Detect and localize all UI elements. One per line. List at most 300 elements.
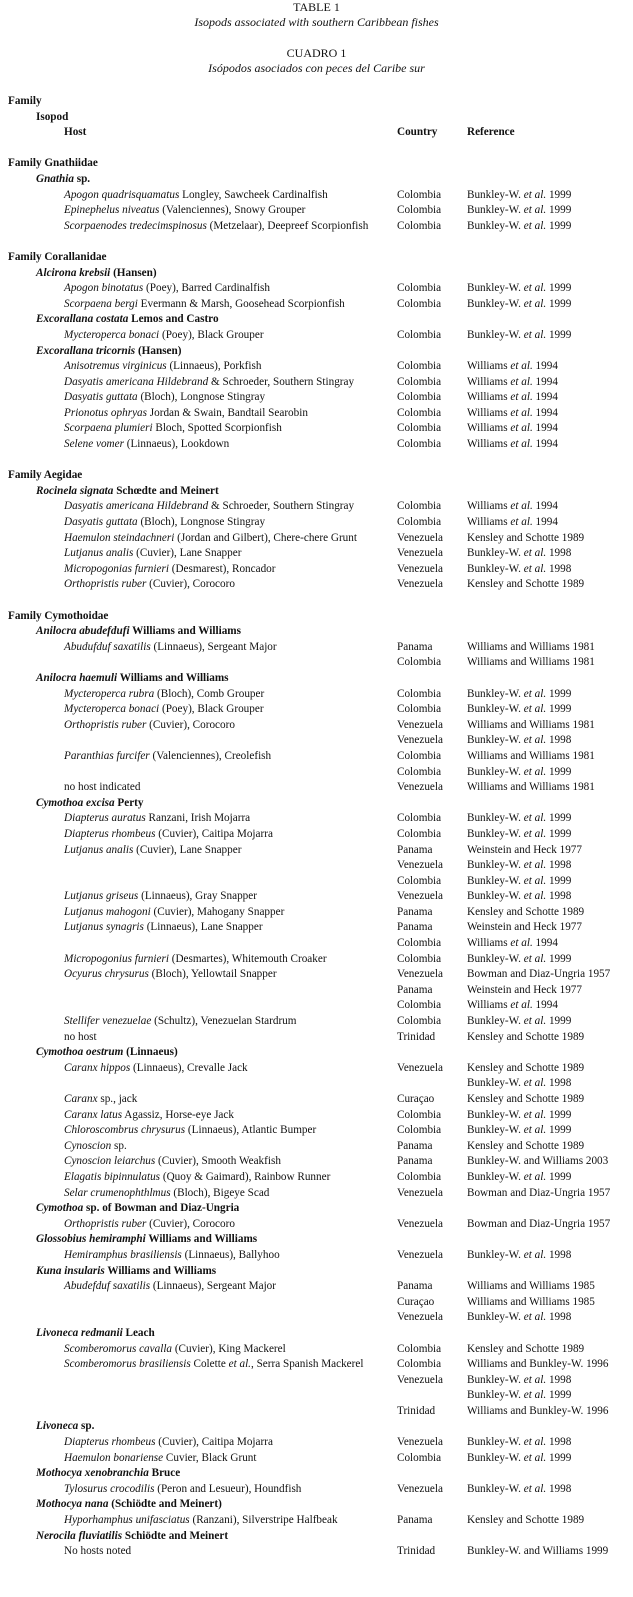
host-species: Apogon binotatus: [64, 282, 144, 295]
country-cell: Venezuela: [397, 890, 443, 903]
host-species: Lutjanus synagris: [64, 921, 144, 934]
isopod-species: Glossobius hemiramphi: [36, 1233, 146, 1246]
reference-year: 1994: [532, 438, 558, 451]
host-common-name: (Poey), Black Grouper: [159, 328, 264, 341]
reference-authors: Bunkley-W.: [467, 874, 524, 887]
host-cell: [64, 1217, 235, 1233]
host-species: Cynoscion leiarchus: [64, 1155, 156, 1168]
country-cell: Colombia: [397, 438, 442, 451]
host-common-name: sp., jack: [97, 1093, 138, 1105]
reference-cell: [467, 920, 582, 936]
reference-authors: Kensley and Schotte 1989: [467, 578, 585, 591]
host-cell: [64, 219, 368, 235]
reference-cell: [467, 1435, 571, 1451]
host-species: Haemulon bonariense: [64, 1451, 164, 1464]
family-name: Family Corallanidae: [8, 250, 107, 263]
family-row: [0, 468, 633, 484]
host-row: [0, 640, 633, 656]
host-common-name: (Cuvier), Corocoro: [146, 1217, 235, 1230]
host-row: [0, 655, 633, 671]
host-species: Hyporhamphus unifasciatus: [64, 1514, 190, 1527]
host-species: Paranthias furcifer: [64, 749, 150, 762]
reference-authors: Kensley and Schotte 1989: [467, 1061, 585, 1074]
isopod-row: [0, 1201, 633, 1217]
reference-etal: et al.: [523, 703, 547, 716]
country-cell: Venezuela: [397, 1373, 443, 1386]
reference-authors: Kensley and Schotte 1989: [467, 1030, 585, 1043]
host-common-name: (Bloch), Longnose Stingray: [137, 391, 266, 404]
host-species: Hemiramphus brasiliensis: [64, 1248, 182, 1261]
country-cell: Venezuela: [397, 1186, 443, 1199]
host-species: Selar crumenophthlmus: [64, 1186, 171, 1199]
host-common-name: (Cuvier), Lane Snapper: [133, 843, 242, 856]
reference-etal: et al.: [523, 282, 547, 295]
country-cell: Trinidad: [397, 1404, 436, 1417]
host-row: [0, 1030, 633, 1046]
reference-year: 1998: [546, 1077, 572, 1090]
reference-year: 1998: [546, 1373, 572, 1386]
reference-authors: Weinstein and Heck 1977: [467, 921, 582, 934]
host-common-name: Ranzani, Irish Mojarra: [145, 812, 251, 825]
isopod-name: [36, 266, 157, 282]
reference-cell: [467, 983, 582, 999]
host-species: Lutjanus griseus: [64, 890, 139, 903]
host-row: [0, 1435, 633, 1451]
host-species: Diapterus rhombeus: [64, 827, 156, 840]
host-row: [0, 1139, 633, 1155]
host-species: Orthopristis ruber: [64, 718, 147, 731]
country-cell: Panama: [397, 640, 433, 653]
reference-year: 1998: [546, 547, 572, 560]
reference-etal: et al.: [523, 1170, 547, 1183]
reference-etal: et al.: [523, 1124, 547, 1137]
host-row: [0, 920, 633, 936]
reference-authors: Williams: [467, 422, 511, 435]
reference-authors: Bunkley-W.: [467, 952, 524, 965]
host-row: [0, 1076, 633, 1092]
isopod-name: [36, 172, 90, 188]
host-common-name: (Valenciennes), Snowy Grouper: [159, 204, 306, 217]
isopod-authority: sp. of Bowman and Diaz-Ungria: [83, 1202, 240, 1215]
host-species: Cynoscion: [64, 1139, 112, 1152]
host-row: [0, 1186, 633, 1202]
reference-authors: Bunkley-W.: [467, 1108, 524, 1121]
country-cell: Colombia: [397, 1015, 442, 1028]
reference-cell: [467, 1357, 608, 1373]
reference-cell: [467, 827, 571, 843]
host-species: Micropogonias furnieri: [64, 562, 169, 575]
host-species: Caranx latus: [64, 1108, 123, 1121]
reference-year: 1994: [532, 375, 558, 388]
host-species: Haemulon steindachneri: [64, 531, 175, 544]
host-species: Diapterus auratus: [64, 812, 146, 825]
host-common-name: (Linnaeus), Gray Snapper: [138, 890, 257, 903]
reference-authors: Bunkley-W.: [467, 297, 524, 310]
reference-authors: Bunkley-W.: [467, 562, 524, 575]
host-common-name: (Linnaeus), Lane Snapper: [143, 921, 263, 934]
reference-cell: [467, 203, 571, 219]
host-cell: [64, 1435, 273, 1451]
reference-year: 1999: [546, 188, 572, 201]
reference-etal: et al.: [523, 1451, 547, 1464]
host-row: [0, 1482, 633, 1498]
host-cell: [64, 1186, 269, 1202]
table-title-es: [0, 46, 633, 76]
reference-cell: [467, 1108, 571, 1124]
country-cell: Colombia: [397, 375, 442, 388]
host-cell: [64, 577, 235, 593]
host-cell: [64, 437, 229, 453]
reference-cell: [467, 1123, 571, 1139]
host-row: [0, 203, 633, 219]
reference-cell: [467, 640, 595, 656]
reference-authors: Williams and Williams 1985: [467, 1295, 595, 1308]
host-row: [0, 718, 633, 734]
host-row: [0, 998, 633, 1014]
reference-authors: Bunkley-W.: [467, 1389, 524, 1402]
reference-cell: [467, 1451, 571, 1467]
header-host-row: [0, 125, 633, 141]
reference-etal: et al.: [523, 1248, 547, 1261]
reference-authors: Bunkley-W.: [467, 765, 524, 778]
host-row: [0, 1154, 633, 1170]
reference-cell: [467, 1513, 584, 1529]
isopod-authority: Schiödte and Meinert: [122, 1529, 229, 1542]
reference-etal: et al.: [510, 999, 533, 1012]
column-header-family: Family: [8, 95, 42, 107]
country-cell: Colombia: [397, 1451, 442, 1464]
host-row: [0, 437, 633, 453]
isopod-row: [0, 484, 633, 500]
reference-authors: Bunkley-W.: [467, 1482, 524, 1495]
country-cell: Panama: [397, 1155, 433, 1168]
reference-etal: et al.: [523, 859, 547, 872]
country-cell: Colombia: [397, 406, 442, 419]
isopod-species: Excorallana tricornis: [36, 344, 136, 357]
reference-authors: Williams and Williams 1981: [467, 781, 595, 794]
reference-authors: Bunkley-W.: [467, 1170, 524, 1183]
reference-authors: Weinstein and Heck 1977: [467, 843, 582, 856]
host-cell: [64, 811, 250, 827]
host-common-name: (Linnaeus), Sergeant Major: [150, 1280, 277, 1293]
country-cell: Venezuela: [397, 562, 443, 575]
header-family-row: [0, 94, 633, 110]
host-species: Dasyatis americana Hildebrand: [64, 375, 209, 388]
reference-authors: Kensley and Schotte 1989: [467, 905, 585, 918]
isopod-name: [36, 796, 144, 812]
host-common-name: & Schroeder, Southern Stingray: [208, 500, 355, 513]
reference-cell: [467, 780, 595, 796]
host-row: [0, 1513, 633, 1529]
isopod-row: [0, 796, 633, 812]
reference-etal: et al.: [523, 1389, 547, 1402]
reference-year: 1999: [546, 765, 572, 778]
reference-authors: Williams and Bunkley-W. 1996: [467, 1358, 609, 1371]
country-cell: Venezuela: [397, 734, 443, 747]
isopod-row: [0, 1232, 633, 1248]
reference-cell: [467, 1186, 610, 1202]
isopod-authority: (Hansen): [135, 344, 182, 357]
host-species: Scorpaena bergi: [64, 297, 138, 310]
country-cell: Curaçao: [397, 1295, 435, 1308]
country-cell: Colombia: [397, 703, 442, 716]
reference-year: 1999: [546, 687, 572, 700]
host-row: [0, 1217, 633, 1233]
reference-cell: [467, 1342, 584, 1358]
reference-etal: et al.: [523, 1436, 547, 1449]
reference-etal: et al.: [523, 188, 547, 201]
reference-cell: [467, 749, 595, 765]
reference-authors: Williams and Williams 1981: [467, 640, 595, 653]
host-row: [0, 562, 633, 578]
host-common-name: (Valenciennes), Creolefish: [149, 749, 272, 762]
reference-authors: Bunkley-W.: [467, 812, 524, 825]
isopod-species: Rocinela signata: [36, 484, 114, 497]
country-cell: Colombia: [397, 500, 442, 513]
host-common-name: Bloch, Spotted Scorpionfish: [152, 422, 282, 435]
host-common-name: (Bloch), Comb Grouper: [154, 687, 265, 700]
reference-authors: Williams: [467, 937, 511, 950]
reference-cell: [467, 577, 584, 593]
host-species: Dasyatis americana Hildebrand: [64, 500, 209, 513]
host-common-name: (Bloch), Longnose Stingray: [137, 516, 266, 529]
host-cell: [64, 1014, 296, 1030]
host-cell: [64, 1482, 301, 1498]
country-cell: Colombia: [397, 656, 442, 669]
reference-cell: [467, 1373, 571, 1389]
isopod-species: Cymothoa oestrum: [36, 1046, 124, 1059]
host-row: [0, 1170, 633, 1186]
host-species: Caranx: [64, 1093, 98, 1105]
reference-cell: [467, 765, 571, 781]
reference-authors: Kensley and Schotte 1989: [467, 1342, 585, 1355]
host-species: Apogon quadrisquamatus: [64, 188, 180, 201]
reference-year: 1999: [546, 827, 572, 840]
isopod-species: Anilocra abudefdufi: [36, 625, 130, 638]
country-cell: Venezuela: [397, 1311, 443, 1324]
isopod-authority: (Linnaeus): [123, 1046, 178, 1059]
host-species: Mycteroperca rubra: [64, 687, 155, 700]
reference-cell: [467, 1170, 571, 1186]
host-common-name: (Bloch), Yellowtail Snapper: [148, 968, 277, 981]
isopod-row: [0, 1045, 633, 1061]
reference-cell: [467, 281, 571, 297]
host-row: [0, 1061, 633, 1077]
reference-authors: Bowman and Diaz-Ungria 1957: [467, 1217, 611, 1230]
isopod-row: [0, 624, 633, 640]
host-cell: [64, 827, 273, 843]
isopod-authority: Williams and Williams: [145, 1233, 258, 1246]
isopod-authority: Leach: [122, 1326, 155, 1339]
country-cell: Colombia: [397, 1124, 442, 1137]
reference-authors: Kensley and Schotte 1989: [467, 531, 585, 544]
host-row: [0, 874, 633, 890]
host-cell: [64, 375, 354, 391]
reference-cell: [467, 562, 571, 578]
isopod-name: [36, 484, 219, 500]
reference-etal: et al.: [510, 937, 533, 950]
host-species: Elagatis bipinnulatus: [64, 1170, 161, 1183]
isopod-row: [0, 344, 633, 360]
host-common-name: (Bloch), Bigeye Scad: [170, 1186, 270, 1199]
reference-authors: Bunkley-W.: [467, 1451, 524, 1464]
host-common-name: (Desmartes), Whitemouth Croaker: [168, 952, 327, 965]
host-common-name: Agassiz, Horse-eye Jack: [122, 1108, 234, 1121]
reference-cell: [467, 811, 571, 827]
host-row: [0, 390, 633, 406]
country-cell: Panama: [397, 843, 433, 856]
host-species: Lutjanus analis: [64, 843, 134, 856]
reference-authors: Kensley and Schotte 1989: [467, 1139, 585, 1152]
isopod-species: Mothocya nana: [36, 1498, 109, 1511]
host-cell: [64, 718, 235, 734]
isopod-species: Gnathia: [36, 172, 74, 185]
reference-authors: Bunkley-W.: [467, 1436, 524, 1449]
reference-cell: [467, 702, 571, 718]
table-number-en: TABLE 1: [293, 0, 340, 14]
host-species: Caranx hippos: [64, 1061, 131, 1074]
reference-year: 1999: [546, 328, 572, 341]
reference-cell: [467, 1544, 608, 1560]
country-cell: Colombia: [397, 749, 442, 762]
host-row: [0, 780, 633, 796]
host-common-name: (Schultz), Venezuelan Stardrum: [151, 1015, 297, 1028]
host-species: Scomberomorus brasiliensis: [64, 1358, 191, 1371]
reference-cell: [467, 421, 558, 437]
reference-year: 1999: [546, 874, 572, 887]
reference-etal: et al.: [523, 1077, 547, 1090]
reference-etal: et al.: [523, 890, 547, 903]
host-row: [0, 749, 633, 765]
reference-cell: [467, 1310, 571, 1326]
host-species: Diapterus rhombeus: [64, 1436, 156, 1449]
reference-authors: Williams: [467, 438, 511, 451]
reference-authors: Bunkley-W.: [467, 703, 524, 716]
country-cell: Colombia: [397, 765, 442, 778]
host-cell: [64, 1092, 137, 1108]
reference-cell: [467, 437, 558, 453]
host-common-name: (Jordan and Gilbert), Chere-chere Grunt: [174, 531, 357, 544]
isopod-name: [36, 1045, 178, 1061]
family-row: [0, 250, 633, 266]
host-cell: [64, 499, 354, 515]
isopod-species: Kuna insularis: [36, 1264, 105, 1277]
country-cell: Venezuela: [397, 859, 443, 872]
isopod-row: [0, 671, 633, 687]
reference-authors: Weinstein and Heck 1977: [467, 983, 582, 996]
host-common-name: (Cuvier), Caitipa Mojarra: [155, 827, 273, 840]
host-species: Tylosurus crocodilis: [64, 1482, 155, 1495]
isopod-authority: Williams and Williams: [104, 1264, 217, 1277]
host-species: Dasyatis guttata: [64, 391, 138, 404]
host-common-name: (Poey), Barred Cardinalfish: [143, 282, 271, 295]
reference-etal: et al.: [510, 360, 533, 373]
reference-cell: [467, 905, 584, 921]
reference-authors: Williams and Williams 1985: [467, 1280, 595, 1293]
table-body: [0, 141, 633, 1560]
host-cell: [64, 687, 264, 703]
country-cell: Colombia: [397, 874, 442, 887]
isopod-row: [0, 1419, 633, 1435]
host-row: [0, 936, 633, 952]
host-common-name-end: , Serra Spanish Mackerel: [250, 1358, 364, 1371]
isopod-species: Cymothoa excisa: [36, 796, 115, 809]
reference-authors: Bowman and Diaz-Ungria 1957: [467, 968, 611, 981]
reference-etal: et al.: [510, 391, 533, 404]
host-row: [0, 1373, 633, 1389]
reference-authors: Bunkley-W.: [467, 687, 524, 700]
reference-cell: [467, 188, 571, 204]
reference-year: 1998: [546, 1248, 572, 1261]
host-common-name: no host: [64, 1030, 97, 1043]
host-row: [0, 1451, 633, 1467]
reference-cell: [467, 375, 558, 391]
reference-etal: et al.: [523, 765, 547, 778]
host-common-name: no host indicated: [64, 781, 141, 794]
reference-cell: [467, 967, 610, 983]
host-cell: [64, 562, 276, 578]
host-row: [0, 858, 633, 874]
family-name: Family Aegidae: [8, 469, 83, 482]
reference-year: 1999: [546, 1451, 572, 1464]
country-cell: Curaçao: [397, 1093, 435, 1105]
reference-year: 1998: [546, 562, 572, 575]
reference-year: 1999: [546, 703, 572, 716]
column-header-country: Country: [397, 126, 438, 139]
reference-etal: et al.: [510, 516, 533, 529]
reference-cell: [467, 1388, 571, 1404]
host-cell: [64, 1342, 286, 1358]
host-species: Lutjanus mahogoni: [64, 905, 151, 918]
reference-authors: Bunkley-W.: [467, 204, 524, 217]
host-cell: [64, 1357, 363, 1373]
reference-year: 1994: [532, 516, 558, 529]
host-row: [0, 1357, 633, 1373]
reference-year: 1999: [546, 952, 572, 965]
reference-authors: Bunkley-W.: [467, 734, 524, 747]
host-row: [0, 983, 633, 999]
reference-authors: Williams: [467, 406, 511, 419]
country-cell: Colombia: [397, 360, 442, 373]
host-species: Prionotus ophryas: [64, 406, 147, 419]
reference-cell: [467, 1248, 571, 1264]
reference-etal: et al.: [510, 375, 533, 388]
host-common-name: Longley, Sawcheek Cardinalfish: [179, 188, 328, 201]
host-row: [0, 733, 633, 749]
isopod-authority: Bruce: [148, 1467, 181, 1480]
isopod-name: [36, 1232, 257, 1248]
reference-etal: et al.: [510, 438, 533, 451]
reference-authors: Bunkley-W.: [467, 890, 524, 903]
reference-cell: [467, 406, 558, 422]
country-cell: Colombia: [397, 391, 442, 404]
host-common-name: Jordan & Swain, Bandtail Searobin: [146, 406, 308, 419]
host-cell: [64, 1030, 97, 1046]
host-row: [0, 1310, 633, 1326]
reference-cell: [467, 390, 558, 406]
host-species: Scomberomorus cavalla: [64, 1342, 173, 1355]
host-row: [0, 531, 633, 547]
reference-cell: [467, 1139, 584, 1155]
reference-year: 1998: [546, 734, 572, 747]
reference-year: 1994: [532, 406, 558, 419]
host-common-name: (Cuvier), Corocoro: [146, 578, 235, 591]
country-cell: Colombia: [397, 999, 442, 1012]
country-cell: Panama: [397, 983, 433, 996]
country-cell: Trinidad: [397, 1030, 436, 1043]
host-row: [0, 546, 633, 562]
host-cell: [64, 1154, 281, 1170]
